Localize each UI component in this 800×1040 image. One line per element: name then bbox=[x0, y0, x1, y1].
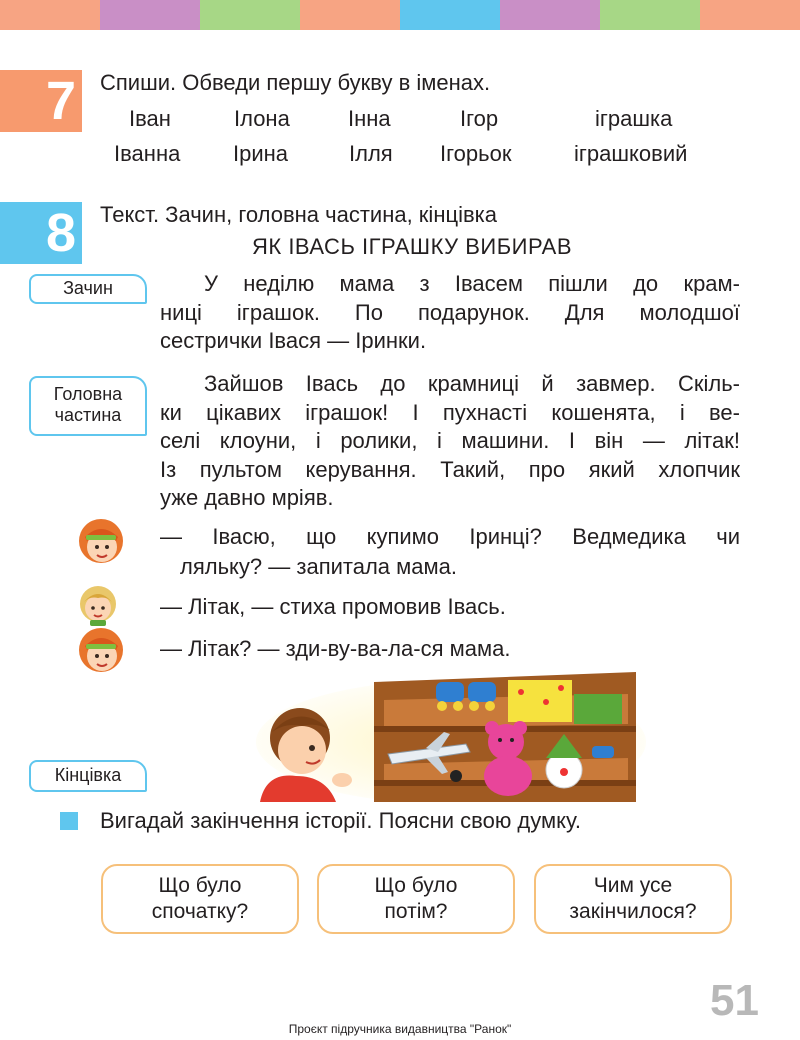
word-ihrashka: іграшка bbox=[595, 106, 673, 131]
page-number: 51 bbox=[710, 976, 759, 1025]
tab-intro bbox=[29, 274, 147, 304]
intro-line: ниці іграшок. По подарунок. Для молодшої bbox=[160, 299, 740, 325]
main-line: селі клоуни, і ролики, і машини. І він — літак! bbox=[160, 428, 740, 453]
question-line: Що було bbox=[374, 874, 458, 897]
color-strip-segment bbox=[400, 0, 500, 30]
header-color-strip bbox=[0, 0, 800, 30]
question-box-beginning bbox=[101, 864, 299, 934]
question-box-ending bbox=[534, 864, 732, 934]
dialog-text: — Івасю, що купимо Іринці? Ведмедика чи bbox=[160, 524, 740, 549]
color-strip-segment bbox=[0, 0, 100, 30]
exercise-7-instruction: Спиши. Обведи першу букву в іменах. bbox=[100, 70, 491, 95]
word-ivan: Іван bbox=[129, 106, 171, 131]
dialog-line-2 bbox=[160, 592, 740, 622]
dialog-text: — Літак? — зди-ву-ва-ла-ся мама. bbox=[160, 636, 511, 661]
mom-face-icon bbox=[76, 626, 126, 678]
question-line: Чим усе bbox=[593, 874, 673, 897]
task-marker-square bbox=[60, 812, 78, 830]
question-box-middle bbox=[317, 864, 515, 934]
color-strip-segment bbox=[700, 0, 800, 30]
main-line: Зайшов Івась до крамниці й завмер. Скіль- bbox=[204, 371, 740, 396]
word-iryna: Ірина bbox=[233, 141, 289, 166]
question-line: потім? bbox=[384, 900, 448, 923]
word-ilona: Ілона bbox=[234, 106, 290, 131]
color-strip-segment bbox=[200, 0, 300, 30]
color-strip-segment bbox=[300, 0, 400, 30]
dialog-line-3 bbox=[160, 634, 740, 664]
main-paragraph bbox=[160, 370, 740, 513]
tab-main-part bbox=[29, 376, 147, 436]
question-line: закінчилося? bbox=[569, 900, 697, 923]
exercise-8-instruction: Текст. Зачин, головна частина, кінцівка bbox=[100, 202, 497, 227]
word-inna: Інна bbox=[348, 106, 391, 131]
task-instruction: Вигадай закінчення історії. Поясни свою думку. bbox=[100, 808, 581, 833]
word-ihorok: Ігорьок bbox=[440, 141, 512, 166]
question-line: спочатку? bbox=[151, 900, 249, 923]
color-strip-segment bbox=[100, 0, 200, 30]
question-line: Що було bbox=[158, 874, 242, 897]
word-ivanna: Іванна bbox=[114, 141, 181, 166]
tab-intro-label: Зачин bbox=[63, 278, 113, 298]
word-illia: Ілля bbox=[349, 141, 393, 166]
dialog-text: — Літак, — стиха промовив Івась. bbox=[160, 594, 506, 619]
exercise-8-number: 8 bbox=[0, 202, 82, 264]
color-strip-segment bbox=[600, 0, 700, 30]
dialog-text: ляльку? — запитала мама. bbox=[180, 554, 457, 579]
intro-line: У неділю мама з Івасем пішли до крам- bbox=[204, 271, 740, 296]
mom-face-icon bbox=[76, 517, 126, 569]
main-line: Із пультом керування. Такий, про який хлопчик bbox=[160, 456, 740, 482]
word-ihrashkovyi: іграшковий bbox=[574, 141, 688, 166]
main-line: уже давно мріяв. bbox=[160, 485, 334, 510]
tab-ending-label: Кінцівка bbox=[54, 765, 122, 785]
dialog-line-1 bbox=[160, 522, 740, 582]
story-title: ЯК ІВАСЬ ІГРАШКУ ВИБИРАВ bbox=[252, 234, 572, 259]
tab-main-label-1: Головна bbox=[53, 384, 123, 404]
main-line: ки цікавих іграшок! І пухнасті кошенята, і ве- bbox=[160, 399, 740, 425]
tab-main-label-2: частина bbox=[54, 405, 122, 425]
word-ihor: Ігор bbox=[460, 106, 499, 131]
intro-line: сестрички Івася — Іринки. bbox=[160, 328, 427, 353]
exercise-7-number: 7 bbox=[0, 70, 82, 132]
intro-paragraph bbox=[160, 270, 740, 356]
color-strip-segment bbox=[500, 0, 600, 30]
tab-ending bbox=[29, 760, 147, 792]
toy-shop-illustration bbox=[256, 672, 646, 802]
boy-face-icon bbox=[76, 584, 120, 628]
publisher-footer: Проєкт підручника видавництва "Ранок" bbox=[288, 1022, 512, 1036]
